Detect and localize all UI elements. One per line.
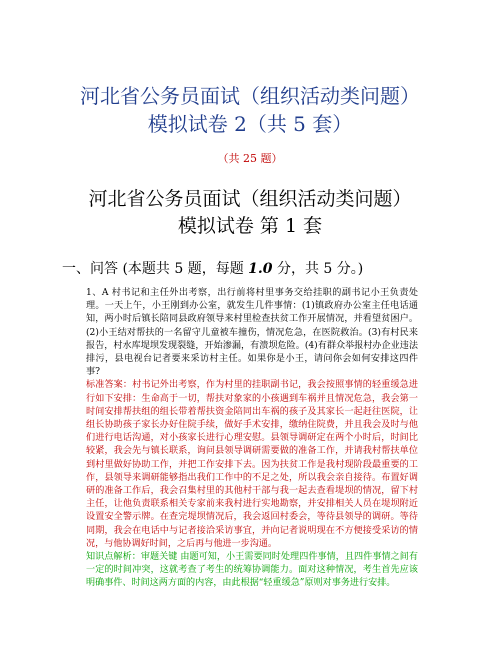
question-text: 1、A 村书记和主任外出考察，出行前将村里事务交给挂职的副书记小王负责处理。一天上午，小王刚到办公室，就发生几件事情：(1)镇政府办公室主任电话通知，两小时后镇长陪同县政府领导来村里检查扶贫工作开展情况，并看望贫困户。(2)小王结对帮扶的一名留守儿童被车撞伤，情况危急，在医院救治。(3)有村民来报告，村水库堤坝发现裂缝，开始渗漏，有溃坝危险。(4)有群众举报村办企业违法排污，县电视台记者要来采访村主任。如果你是小王，请问你会如何安排这四件事? — [86, 288, 418, 378]
document-title-line1: 河北省公务员面试（组织活动类问题） — [80, 84, 420, 108]
paper-title-line1: 河北省公务员面试（组织活动类问题） — [88, 188, 412, 210]
paper-title-line2: 模拟试卷 第 1 套 — [177, 215, 323, 237]
answer-text: 标准答案：村书记外出考察，作为村里的挂职副书记，我会按照事情的轻重缓急进行如下安排：生命高于一切，帮扶对象家的小孩遇到车祸并且情况危急，我会第一时间安排帮扶组的组长带着帮扶资金陪同出车祸的孩子及其家长一起赶往医院，让组长协助孩子家长办好住院手续，做好手术安排，缴纳住院费，并且我会及时与他们进行电话沟通，对小孩家长进行心理安慰。县领导调研定在两个小时后，时间比较紧，我会先与镇长联系，询问县领导调研需要做的准备工作，并请我村帮扶单位到村里做好协助工作，并把工作安排下去。因为扶贫工作是我村现阶段最重要的工作，县领导来调研能够指出我们工作中的不足之处，所以我会亲自接待。布置好调研的准备工作后，我会召集村里的其他村干部与我一起去查看堤坝的情况，留下村主任，让他负责联系相关专家前来我村进行实地勘察，并安排相关人员在堤坝附近设置安全警示牌。在查完堤坝情况后，我会返回村委会，等待县领导的调研。等待同期，我会在电话中与记者接洽采访事宜，并向记者说明现在不方便接受采访的情况，与他协调好时间，之后再与他进一步沟通。 — [86, 380, 418, 549]
question-count: （共 25 题） — [217, 152, 283, 165]
question-block — [86, 287, 418, 591]
section-prefix: 一、问答 (本题共 5 题，每题 — [62, 261, 249, 277]
document-title-line2: 模拟试卷 2（共 5 套） — [147, 112, 353, 136]
section-heading — [62, 258, 363, 278]
section-score: 1.0 — [248, 261, 273, 277]
section-suffix: 分，共 5 分。) — [272, 261, 364, 277]
analysis-text: 知识点解析：审题关键 由题可知，小王需要同时处理四件事情，且四件事情之间有一定的时间冲突，这就考查了考生的统筹协调能力。面对这种情况，考生首先应该明确事件、时间这两方面的内容，由此根据“轻重缓急”原则对事务进行安排。 — [86, 552, 418, 589]
